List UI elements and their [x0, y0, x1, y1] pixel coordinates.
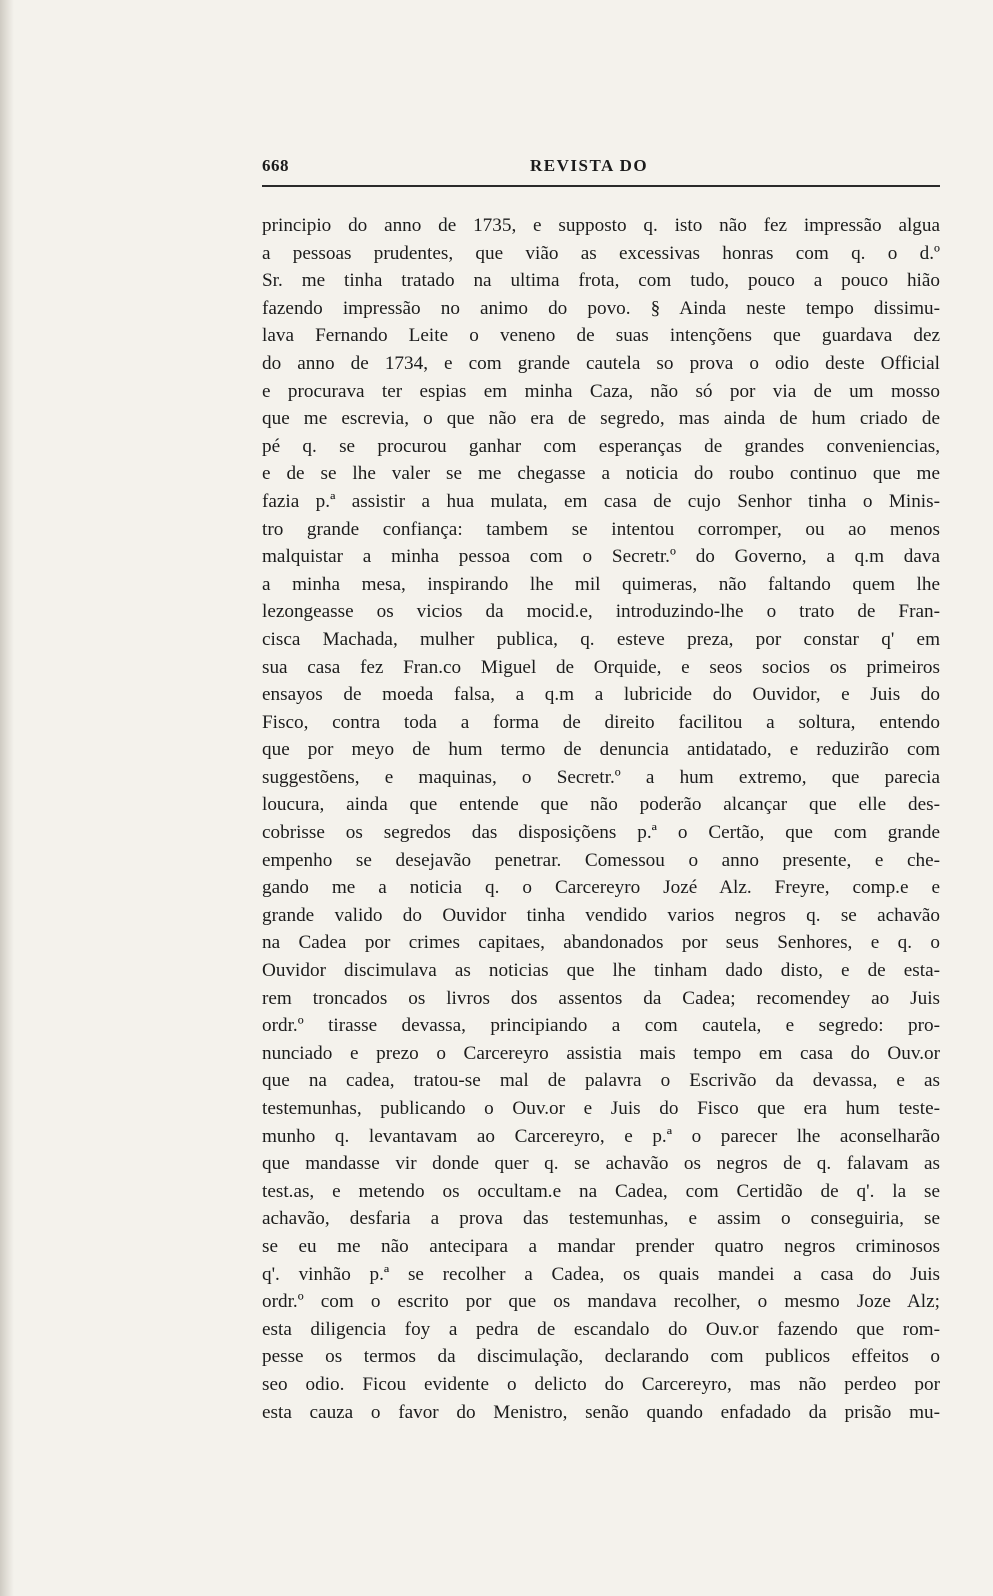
- text-line: fazia p.ª assistir a hua mulata, em casa de cujo Senhor tinha o Minis-: [262, 490, 940, 512]
- text-line: esta cauza o favor do Menistro, senão quando enfadado da prisão mu-: [262, 1401, 940, 1423]
- body-text: [262, 212, 940, 1426]
- text-line: do anno de 1734, e com grande cautela so prova o odio deste Official: [262, 352, 940, 374]
- page-number: 668: [262, 156, 289, 175]
- text-line: munho q. levantavam ao Carcereyro, e p.ª o parecer lhe aconselharão: [262, 1125, 940, 1147]
- page-header: [262, 150, 940, 178]
- text-line: malquistar a minha pessoa com o Secretr.º do Governo, a q.m dava: [262, 546, 940, 568]
- text-line: lava Fernando Leite o veneno de suas intençõens que guardava dez: [262, 325, 940, 347]
- book-page: [262, 150, 940, 1423]
- text-line: ordr.º tirasse devassa, principiando a com cautela, e segredo: pro-: [262, 1015, 940, 1037]
- text-line: achavão, desfaria a prova das testemunhas, e assim o conseguiria, se: [262, 1208, 940, 1230]
- text-line: ensayos de moeda falsa, a q.m a lubricide do Ouvidor, e Juis do: [262, 684, 940, 706]
- text-line: rem troncados os livros dos assentos da Cadea; recomendey ao Juis: [262, 987, 940, 1009]
- text-line: a pessoas prudentes, que vião as excessivas honras com q. o d.º: [262, 242, 940, 264]
- text-line: que na cadea, tratou-se mal de palavra o Escrivão da devassa, e as: [262, 1070, 940, 1092]
- book-spine-shadow: [0, 0, 14, 1596]
- text-line: Sr. me tinha tratado na ultima frota, com tudo, pouco a pouco hião: [262, 270, 940, 292]
- text-line: se eu me não antecipara a mandar prender quatro negros criminosos: [262, 1235, 940, 1257]
- text-line: pesse os termos da discimulação, declarando com publicos effeitos o: [262, 1346, 940, 1368]
- text-line: test.as, e metendo os occultam.e na Cadea, com Certidão de q'. la se: [262, 1180, 940, 1202]
- text-line: nunciado e prezo o Carcereyro assistia mais tempo em casa do Ouv.or: [262, 1042, 940, 1064]
- text-line: que por meyo de hum termo de denuncia antidatado, e reduzirão com: [262, 739, 940, 761]
- header-rule: [262, 185, 940, 187]
- text-line: ordr.º com o escrito por que os mandava recolher, o mesmo Joze Alz;: [262, 1291, 940, 1313]
- text-line: na Cadea por crimes capitaes, abandonados por seus Senhores, e q. o: [262, 932, 940, 954]
- text-line: esta diligencia foy a pedra de escandalo do Ouv.or fazendo que rom-: [262, 1318, 940, 1340]
- text-line: fazendo impressão no animo do povo. § Ainda neste tempo dissimu-: [262, 297, 940, 319]
- text-line: gando me a noticia q. o Carcereyro Jozé Alz. Freyre, comp.e e: [262, 877, 940, 899]
- text-line: principio do anno de 1735, e supposto q. isto não fez impressão algua: [262, 215, 940, 236]
- text-line: testemunhas, publicando o Ouv.or e Juis do Fisco que era hum teste-: [262, 1098, 940, 1119]
- text-line: que mandasse vir donde quer q. se achavão os negros de q. falavam as: [262, 1153, 940, 1175]
- text-line: lezongeasse os vicios da mocid.e, introduzindo-lhe o trato de Fran-: [262, 601, 940, 623]
- text-line: e procurava ter espias em minha Caza, não só por via de um mosso: [262, 380, 940, 402]
- text-line: que me escrevia, o que não era de segredo, mas ainda de hum criado de: [262, 408, 940, 430]
- text-line: grande valido do Ouvidor tinha vendido varios negros q. se achavão: [262, 904, 940, 926]
- text-line: pé q. se procurou ganhar com esperanças de grandes conveniencias,: [262, 435, 940, 457]
- text-line: e de se lhe valer se me chegasse a noticia do roubo continuo que me: [262, 463, 940, 485]
- text-line: loucura, ainda que entende que não poderão alcançar que elle des-: [262, 794, 940, 816]
- text-line: Fisco, contra toda a forma de direito facilitou a soltura, entendo: [262, 711, 940, 733]
- text-line: suggestõens, e maquinas, o Secretr.º a hum extremo, que parecia: [262, 766, 940, 788]
- text-line: q'. vinhão p.ª se recolher a Cadea, os quais mandei a casa do Juis: [262, 1263, 940, 1285]
- text-line: sua casa fez Fran.co Miguel de Orquide, e seos socios os primeiros: [262, 656, 940, 678]
- text-line: seo odio. Ficou evidente o delicto do Carcereyro, mas não perdeo por: [262, 1373, 940, 1395]
- text-line: cisca Machada, mulher publica, q. esteve preza, por constar q' em: [262, 628, 940, 650]
- text-line: a minha mesa, inspirando lhe mil quimeras, não faltando quem lhe: [262, 573, 940, 595]
- text-line: tro grande confiança: tambem se intentou corromper, ou ao menos: [262, 518, 940, 540]
- text-line: cobrisse os segredos das disposiçõens p.ª o Certão, que com grande: [262, 822, 940, 844]
- running-head: REVISTA DO: [530, 156, 649, 175]
- text-line: empenho se desejavão penetrar. Comessou o anno presente, e che-: [262, 849, 940, 871]
- text-line: Ouvidor discimulava as noticias que lhe tinham dado disto, e de esta-: [262, 960, 940, 982]
